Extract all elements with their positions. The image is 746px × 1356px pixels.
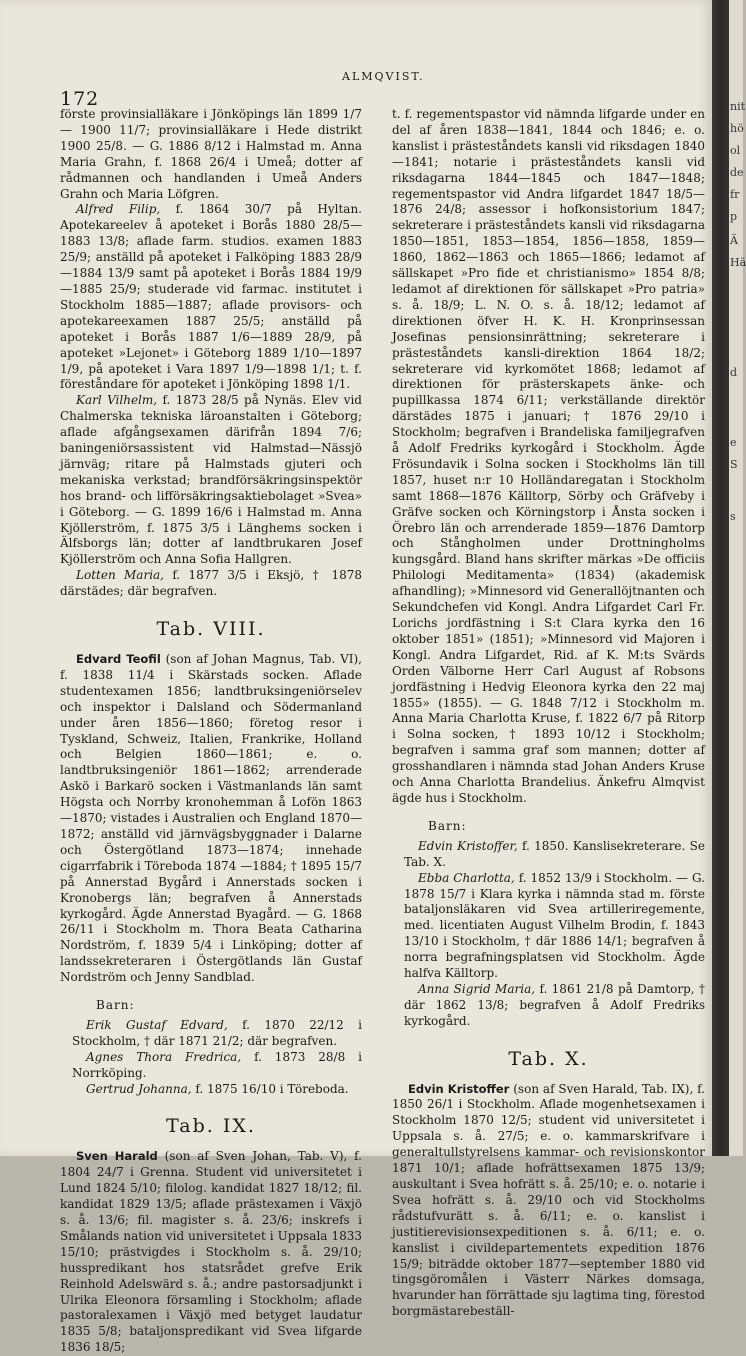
- tab9-heading: Tab. IX.: [166, 1115, 256, 1138]
- left-column: [60, 107, 362, 1356]
- edge-fragment: e: [730, 436, 737, 449]
- tab8-child-2-text: f. 1873 28/8 i Norrköping.: [72, 1049, 362, 1080]
- tab8-text: (son af Johan Magnus, Tab. VI), f. 1838 11/4 i Skärstads socken. Aflade studentexamen 1856; landtbruksingeniörselev och inspektor i Dalsland och Södermanland under åren 1856—1860; företog resor i Tyskland, Schweiz, Italien, Frankrike, Holland och Belgien 1860—1861; e. o. landtbruksingeniör 1861—1862; arrenderade Askö i Barkarö socken i Västmanlands län samt Högsta och Norrby kronohemman å Lofön 1863—1870; vistades i Australien och England 1870—1872; anställd vid järnvägsbyggnader i Dalarne och Östergötland 1873—1874; innehade cigarrfabrik i Töreboda 1874 —1884; † 1895 15/7 på Annerstad Bygård i Annerstads socken i Kronobergs län; begrafven å Annerstads kyrkogård. Ägde Annerstad Byagård. — G. 1868 26/11 i Stockholm m. Thora Beata Catharina Nordström, f. 1839 5/4 i Linköping; dotter af landssekreteraren i Östergötlands län Gustaf Nordström och Jenny Sandblad.: [60, 652, 362, 985]
- tab8-child-1-text: f. 1870 22/12 i Stockholm, † där 1871 21/2; där begrafven.: [72, 1017, 363, 1048]
- edge-fragment: d: [730, 366, 738, 379]
- tab8-child-1: [60, 1018, 362, 1050]
- right-column: [392, 107, 705, 1320]
- entry-lotten-name: Lotten Maria,: [76, 568, 164, 583]
- edge-fragment: Hä: [730, 256, 746, 269]
- tab8-child-3-name: Gertrud Johanna,: [86, 1081, 192, 1096]
- edge-fragment: p: [730, 210, 738, 223]
- tab8-child-3-text: f. 1875 16/10 i Töreboda.: [195, 1081, 349, 1096]
- tab9-barn-label: Barn:: [428, 818, 467, 833]
- tab9-child-3-text: f. 1861 21/8 på Damtorp, † där 1862 13/8; begrafven å Adolf Fredriks kyrkogård.: [404, 981, 705, 1028]
- tab8-entry: [60, 652, 362, 986]
- opening-paragraph: förste provinsialläkare i Jönköpings län 1899 1/7— 1900 11/7; provinsialläkare i Hede distrikt 1900 25/8. — G. 1886 8/12 i Halmstad m. Anna Maria Grahn, f. 1868 26/4 i Umeå; dotter af rådmannen och handlanden i Umeå Anders Grahn och Maria Löfgren.: [60, 107, 362, 201]
- running-head: ALMQVIST.: [342, 70, 425, 83]
- tab10-entry: [392, 1082, 705, 1321]
- tab9-child-2-text: f. 1852 13/9 i Stockholm. — G. 1878 15/7 i Klara kyrka i nämnda stad m. förste bataljonsläkaren vid Svea artilleriregemente, med. licentiaten August Vilhelm Brodin, f. 1843 13/10 i Stockholm, † där 1886 14/1; begrafven å norra begrafningsplatsen vid Stockholm. Ägde halfva Källtorp.: [404, 870, 705, 981]
- tab9-name: Sven Harald: [76, 1149, 158, 1164]
- tab9-child-1: [392, 839, 705, 871]
- tab8-barn-label: Barn:: [96, 998, 135, 1013]
- edge-fragment: nit: [730, 100, 746, 113]
- tab10-heading: Tab. X.: [508, 1047, 589, 1070]
- next-page-edge: [729, 0, 746, 1156]
- page-number: 172: [60, 88, 100, 110]
- tab9-child-2-name: Ebba Charlotta,: [418, 870, 515, 885]
- entry-alfred-name: Alfred Filip,: [76, 202, 161, 217]
- tab8-name: Edvard Teofil: [76, 652, 161, 666]
- edge-fragment: Ä: [730, 234, 738, 247]
- tab9-continuation: t. f. regementspastor vid nämnda lifgarde under en del af åren 1838—1841, 1844 och 1846; e. o. kanslist i prästeståndets kansli vid riksdagen 1840—1841; notarie i prästeståndets kansli vid riksdagarna 1844—1845 och 1847—1848; regementspastor vid Andra lifgardet 1847 18/5—1876 24/8; assessor i hofkonsistorium 1847; sekreterare i prästeståndets kansli vid riksdagarna 1850—1851, 1853—1854, 1856—1858, 1859—1860, 1862—1863 och 1865—1866; ledamot af sällskapet »Pro fide et christianismo» 1854 8/8; ledamot af direktionen för sällskapet »Pro patria» s. å. 18/9; L. N. O. s. å. 18/12; ledamot af direktionen öfver H. K. H. Kronprinsessan Josefinas pensionsinrättning; sekreterare i prästeståndets kansli-direktion 1864 18/2; sekreterare vid kyrkomötet 1868; ledamot af direktionen för prästerskapets änke- och pupillkassa 1874 6/11; verkställande direktör därstädes 1875 i januari; † 1876 29/10 i Stockholm; begrafven i Brandeliska familjegrafven å Adolf Fredriks kyrkogård i Stockholm. Ägde Frösundavik i Solna socken i Stockholms län till 1857, huset n:r 10 Holländaregatan i Stockholm samt 1868—1876 Källtorp, Sörby och Gräfveby i Gräfve socken och Körningstorp i Ånsta socken i Örebro län och arrenderade 1859—1876 Damtorp och Stångholmen under Drottningholms kungsgård. Bland hans skrifter märkas »De officiis Philologi Meditamenta» (1834) (akademisk afhandling); »Minnesord vid Generallöjtnanten och Sekundchefen vid Kongl. Andra Lifgardet Carl Fr. Lorichs jordfästning i S:t Clara kyrka den 16 oktober 1851» (1851); »Minnesord vid Majoren i Kongl. Andra Lifgardet, Rid. af K. M:ts Svärds Orden Välborne Herr Carl August af Robsons jordfästning i Hedvig Eleonora kyrka den 22 maj 1855» (1855). — G. 1848 7/12 i Stockholm m. Anna Maria Charlotta Kruse, f. 1822 6/7 på Ritorp i Solna socken, † 1893 10/12 i Stockholm; begrafven i samma graf som mannen; dotter af grosshandlaren i nämnda stad Johan Anders Kruse och Anna Charlotta Brandelius. Änkefru Almqvist ägde hus i Stockholm.: [392, 107, 705, 805]
- edge-fragment: S: [730, 458, 738, 471]
- edge-fragment: fr: [730, 188, 740, 201]
- tab9-child-3-name: Anna Sigrid Maria,: [418, 981, 536, 996]
- tab8-child-2: [60, 1050, 362, 1082]
- entry-alfred: [60, 202, 362, 393]
- edge-fragment: de: [730, 166, 744, 179]
- tab9-child-1-name: Edvin Kristoffer,: [418, 838, 518, 853]
- entry-alfred-text: f. 1864 30/7 på Hyltan. Apotekareelev å apoteket i Borås 1880 28/5—1883 13/8; aflade farm. studios. examen 1883 25/9; anställd på apoteket i Falköping 1883 28/9—1884 13/9 samt på apoteket i Borås 1884 19/9—1885 25/9; studerade vid farmac. institutet i Stockholm 1885—1887; aflade provisors- och apotekareexamen 1887 25/5; anställd på apoteket i Borås 1887 1/6—1889 28/9, på apoteket »Lejonet» i Göteborg 1889 1/10—1897 1/9, på apoteket i Vara 1897 1/9—1898 1/1; t. f. föreståndare för apoteket i Jönköping 1898 1/1.: [60, 202, 362, 392]
- tab9-child-2: [392, 871, 705, 982]
- tab10-text: (son af Sven Harald, Tab. IX), f. 1850 26/1 i Stockholm. Aflade mogenhetsexamen i Stockholm 1870 12/5; student vid universitetet i Uppsala s. å. 27/5; e. o. kammarskrifvare i generaltullstyrelsens kammar- och revisionskontor 1871 10/1; aflade hofrättsexamen 1875 13/9; auskultant i Svea hofrätt s. å. 25/10; e. o. notarie i Svea hofrätt s. å. 29/10 och vid Stockholms rådstufvurätt s. å. 6/11; e. o. kanslist i justitierevisionsexpeditionen s. å. 6/11; e. o. kanslist i civildepartementets expedition 1876 15/9; biträdde oktober 1877—september 1880 vid tingsgöromålen i Västerr Närkes domsaga, hvarunder han förrättade sju lagtima ting, förestod borgmästarebeställ-: [392, 1081, 705, 1319]
- tab9-child-1-text: f. 1850. Kanslisekreterare. Se Tab. X.: [404, 838, 705, 869]
- entry-lotten: [60, 568, 362, 600]
- tab8-child-1-name: Erik Gustaf Edvard,: [86, 1017, 228, 1032]
- entry-karl: [60, 393, 362, 568]
- edge-fragment: s: [730, 510, 736, 523]
- tab8-heading: Tab. VIII.: [156, 618, 266, 641]
- tab10-name: Edvin Kristoffer: [408, 1081, 510, 1096]
- tab9-text: (son af Sven Johan, Tab. V), f. 1804 24/7 i Grenna. Student vid universitetet i Lund 1824 5/10; filolog. kandidat 1827 18/12; fil. kandidat 1829 13/5; aflade prästexamen i Växjö s. å. 13/6; fil. magister s. å. 23/6; inskrefs i Smålands nation vid universitetet i Uppsala 1833 15/10; prästvigdes i Stockholm s. å. 29/10; husspredikant hos statsrådet grefve Erik Reinhold Adelswärd s. å.; andre pastorsadjunkt i Ulrika Eleonora församling i Stockholm; aflade pastoralexamen i Växjö med betyget laudatur 1835 5/8; bataljonspredikant vid Svea lifgarde 1836 18/5;: [60, 1149, 362, 1355]
- edge-fragment: hö: [730, 122, 744, 135]
- entry-karl-name: Karl Vilhelm,: [76, 393, 158, 408]
- entry-lotten-text: f. 1877 3/5 i Eksjö, † 1878 därstädes; där begrafven.: [60, 568, 362, 599]
- tab9-child-3: [392, 982, 705, 1030]
- tab8-child-2-name: Agnes Thora Fredrica,: [86, 1049, 242, 1064]
- tab9-entry: [60, 1149, 362, 1356]
- edge-fragment: ol: [730, 144, 741, 157]
- entry-karl-text: f. 1873 28/5 på Nynäs. Elev vid Chalmerska tekniska läroanstalten i Göteborg; aflade afgångsexamen därifrån 1894 7/6; baningeniörsassistent vid Halmstad—Nässjö järnväg; ritare på Halmstads gjuteri och mekaniska verkstad; brandförsäkringsinspektör hos brand- och lifförsäkringsaktiebolaget »Svea» i Göteborg. — G. 1899 16/6 i Halmstad m. Anna Kjöllerström, f. 1875 3/5 i Länghems socken i Älfsborgs län; dotter af landtbrukaren Josef Kjöllerström och Anna Sofia Hallgren.: [60, 393, 362, 567]
- tab8-child-3: [60, 1082, 362, 1098]
